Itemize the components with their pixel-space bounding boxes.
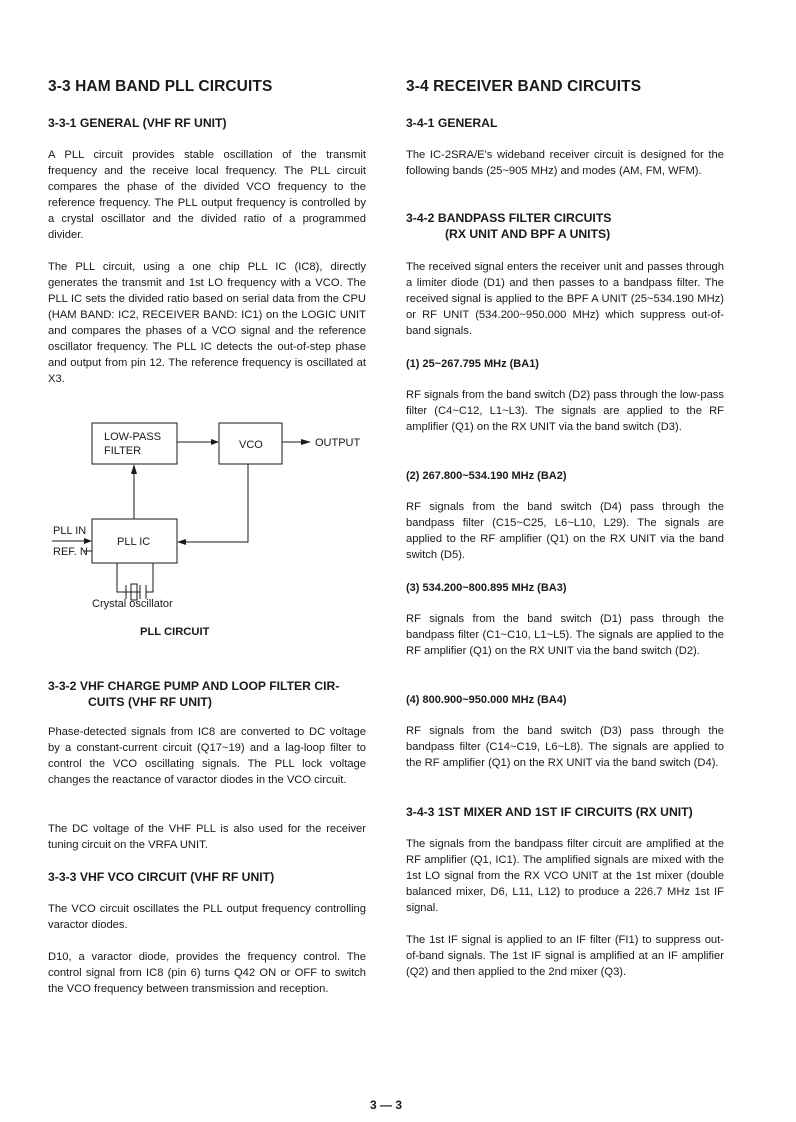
band-ba2-title: (2) 267.800~534.190 MHz (BA2) — [406, 470, 567, 482]
section-3-4-2-title — [406, 210, 611, 242]
vco-label: VCO — [239, 439, 263, 451]
output-arrow-icon — [301, 439, 311, 445]
section-3-3-2-title-line-1: 3-3-2 VHF CHARGE PUMP AND LOOP FILTER CIR- — [48, 679, 340, 693]
section-3-4-title: 3-4 RECEIVER BAND CIRCUITS — [406, 78, 642, 95]
section-3-4-2-paragraph: The received signal enters the receiver unit and passes through a limiter diode (D1) and then passes to a bandpass filter. The received signal is applied to the BPF A UNIT (25~534.190 MHz) or RF UNIT (534.200~950.000 MHz) which suppress out-of-band signals. — [406, 261, 724, 337]
band-ba2-paragraph: RF signals from the band switch (D4) pass through the bandpass filter (C15~C25, L6~L10, L29). The signals are applied to the RF amplifier (Q1) on the RX UNIT via the band switch (D5). — [406, 501, 724, 561]
pll-ic-label: PLL IC — [117, 536, 151, 548]
section-3-3-1-paragraph-1: A PLL circuit provides stable oscillation of the transmit frequency and the receive local frequency. The PLL circuit compares the phase of the divided VCO frequency to the reference frequency. The PLL output frequency is controlled by a crystal oscillator and the divided ratio of a programmed divider. — [48, 149, 366, 241]
section-3-4-2-title-line-2: (RX UNIT AND BPF A UNITS) — [445, 227, 611, 241]
pll-circuit-diagram — [48, 415, 378, 615]
section-3-3-3-title: 3-3-3 VHF VCO CIRCUIT (VHF RF UNIT) — [48, 870, 275, 884]
ref-n-label: REF. N — [53, 546, 88, 558]
low-pass-filter-label-line-2: FILTER — [104, 445, 142, 457]
section-3-4-3-title: 3-4-3 1ST MIXER AND 1ST IF CIRCUITS (RX UNIT) — [406, 805, 693, 819]
page-number: 3 — 3 — [370, 1098, 403, 1112]
band-ba1-title: (1) 25~267.795 MHz (BA1) — [406, 358, 539, 370]
output-label: OUTPUT — [315, 437, 361, 449]
section-3-4-1-title: 3-4-1 GENERAL — [406, 116, 498, 130]
section-3-3-3-paragraph-2: D10, a varactor diode, provides the frequency control. The control signal from IC8 (pin 6) turns Q42 ON or OFF to switch the VCO frequency between transmission and reception. — [48, 951, 366, 995]
section-3-4-1-paragraph: The IC-2SRA/E's wideband receiver circuit is designed for the following bands (25~905 MHz) and modes (AM, FM, WFM). — [406, 149, 724, 177]
pll-in-label: PLL IN — [53, 525, 87, 537]
crystal-oscillator-icon — [117, 563, 153, 600]
section-3-3-2-paragraph-1: Phase-detected signals from IC8 are converted to DC voltage by a constant-current circuit (Q17~19) and a lag-loop filter to control the VCO oscillating signals. The PLL lock voltage changes the reactance of varactor diodes in the VCO circuit. — [48, 726, 366, 786]
section-3-3-1-title: 3-3-1 GENERAL (VHF RF UNIT) — [48, 116, 227, 130]
section-3-3-3-paragraph-1: The VCO circuit oscillates the PLL output frequency controlling varactor diodes. — [48, 903, 366, 931]
lpf-to-vco-arrow-icon — [211, 439, 219, 445]
band-ba1-paragraph: RF signals from the band switch (D2) pass through the low-pass filter (C4~C12, L1~L3). The signals are applied to the RF amplifier (Q1) on the RX UNIT via the band switch (D3). — [406, 389, 724, 433]
section-3-4-2-title-line-1: 3-4-2 BANDPASS FILTER CIRCUITS — [406, 211, 612, 225]
crystal-oscillator-label: Crystal oscillator — [92, 598, 173, 610]
section-3-3-1-paragraph-2: The PLL circuit, using a one chip PLL IC (IC8), directly generates the transmit and 1st LO frequency with a VCO. The PLL IC sets the divided ratio based on serial data from the CPU (HAM BAND: IC2, RECEIVER BAND: IC1) on the LOGIC UNIT and compares the phases of a VCO signal and the reference oscillator frequency. The PLL IC detects the out-of-step phase and output from pin 12. The reference frequency is oscillated at X3. — [48, 261, 366, 385]
section-3-3-2-paragraph-2: The DC voltage of the VHF PLL is also used for the receiver tuning circuit on the VRFA UNIT. — [48, 823, 366, 851]
pll-to-lpf-arrow-icon — [131, 464, 137, 474]
feedback-arrow-icon — [177, 539, 186, 545]
section-3-4-3-paragraph-2: The 1st IF signal is applied to an IF filter (FI1) to suppress out-of-band signals. The 1st IF signal is amplified at an IF amplifier (Q2) and then applied to the 2nd mixer (Q3). — [406, 934, 724, 978]
diagram-caption: PLL CIRCUIT — [140, 626, 210, 638]
vco-feedback-wire — [184, 464, 248, 542]
band-ba3-paragraph: RF signals from the band switch (D1) pass through the bandpass filter (C1~C10, L1~L5). The signals are applied to the RF amplifier (Q1) on the RX UNIT via the band switch (D2). — [406, 613, 724, 657]
pll-ic-block — [92, 519, 177, 563]
section-3-3-title: 3-3 HAM BAND PLL CIRCUITS — [48, 78, 273, 95]
pll-in-arrow-icon — [84, 538, 92, 544]
band-ba4-paragraph: RF signals from the band switch (D3) pass through the bandpass filter (C14~C19, L6~L8). The signals are applied to the RF amplifier (Q1) on the RX UNIT via the band switch (D4). — [406, 725, 724, 769]
low-pass-filter-block — [92, 423, 177, 464]
section-3-3-2-title — [48, 678, 378, 710]
section-3-3-2-title-line-2: CUITS (VHF RF UNIT) — [88, 695, 212, 709]
section-3-4-3-paragraph-1: The signals from the bandpass filter circuit are amplified at the RF amplifier (Q1, IC1). The amplified signals are mixed with the 1st LO signal from the RX VCO UNIT at the 1st mixer (double balanced mixer, D6, L11, L12) to produce a 226.7 MHz 1st IF signal. — [406, 838, 724, 914]
band-ba4-title: (4) 800.900~950.000 MHz (BA4) — [406, 694, 567, 706]
low-pass-filter-label-line-1: LOW-PASS — [104, 431, 162, 443]
vco-block — [219, 423, 282, 464]
band-ba3-title: (3) 534.200~800.895 MHz (BA3) — [406, 582, 567, 594]
